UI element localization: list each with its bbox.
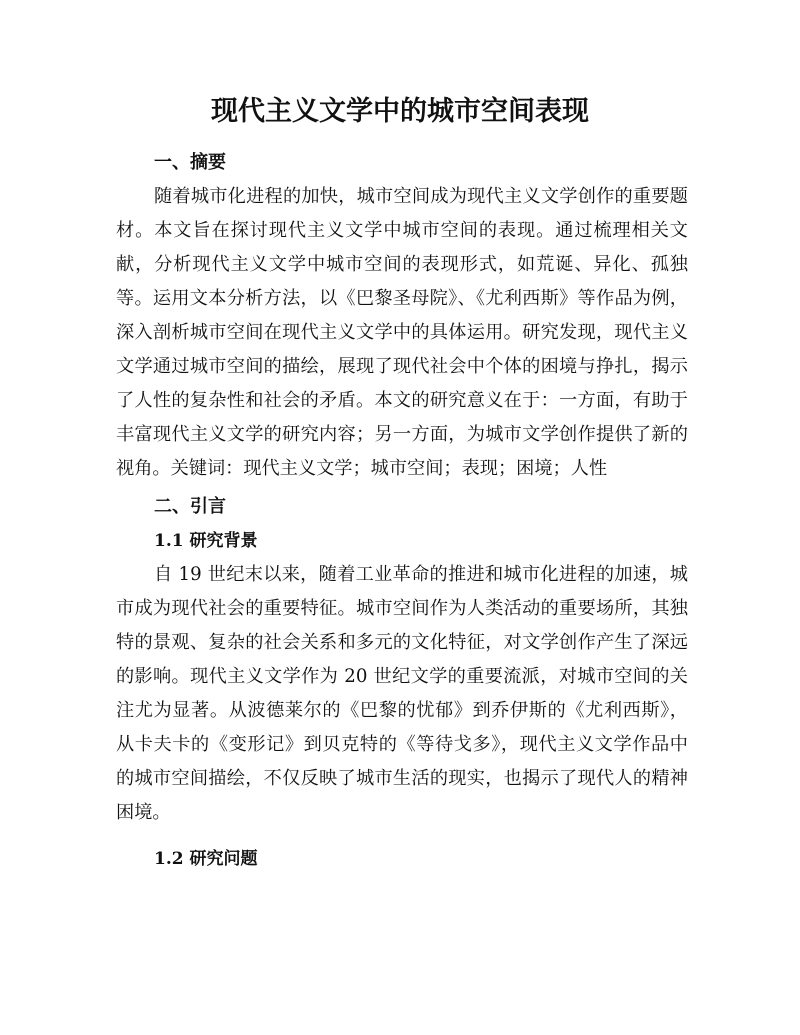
introduction-heading: 二、引言	[154, 496, 226, 517]
subsection-spacer	[116, 830, 688, 842]
research-background-heading: 1.1 研究背景	[154, 531, 258, 551]
research-background-paragraph: 自 19 世纪末以来，随着工业革命的推进和城市化进程的加速，城市成为现代社会的重要特征。城市空间作为人类活动的重要场所，其独特的景观、复杂的社会关系和多元的文化特征，对文学创作产生了深远的影响。现代主义文学作为 20 世纪文学的重要流派，对城市空间的关注尤为显著。从波德莱尔的《巴黎的忧郁》到乔伊斯的《尤利西斯》，从卡夫卡的《变形记》到贝克特的《等待戈多》，现代主义文学作品中的城市空间描绘，不仅反映了城市生活的现实，也揭示了现代人的精神困境。	[116, 564, 688, 823]
document-body	[116, 146, 688, 876]
document-title: 现代主义文学中的城市空间表现	[211, 96, 589, 127]
abstract-paragraph: 随着城市化进程的加快，城市空间成为现代主义文学创作的重要题材。本文旨在探讨现代主义文学中城市空间的表现。通过梳理相关文献，分析现代主义文学中城市空间的表现形式，如荒诞、异化、孤独等。运用文本分析方法，以《巴黎圣母院》、《尤利西斯》等作品为例，深入剖析城市空间在现代主义文学中的具体运用。研究发现，现代主义文学通过城市空间的描绘，展现了现代社会中个体的困境与挣扎，揭示了人性的复杂性和社会的矛盾。本文的研究意义在于：一方面，有助于丰富现代主义文学的研究内容；另一方面，为城市文学创作提供了新的视角。关键词：现代主义文学；城市空间；表现；困境；人性	[116, 186, 688, 479]
abstract-heading: 一、摘要	[154, 152, 226, 173]
research-question-heading: 1.2 研究问题	[154, 849, 258, 869]
